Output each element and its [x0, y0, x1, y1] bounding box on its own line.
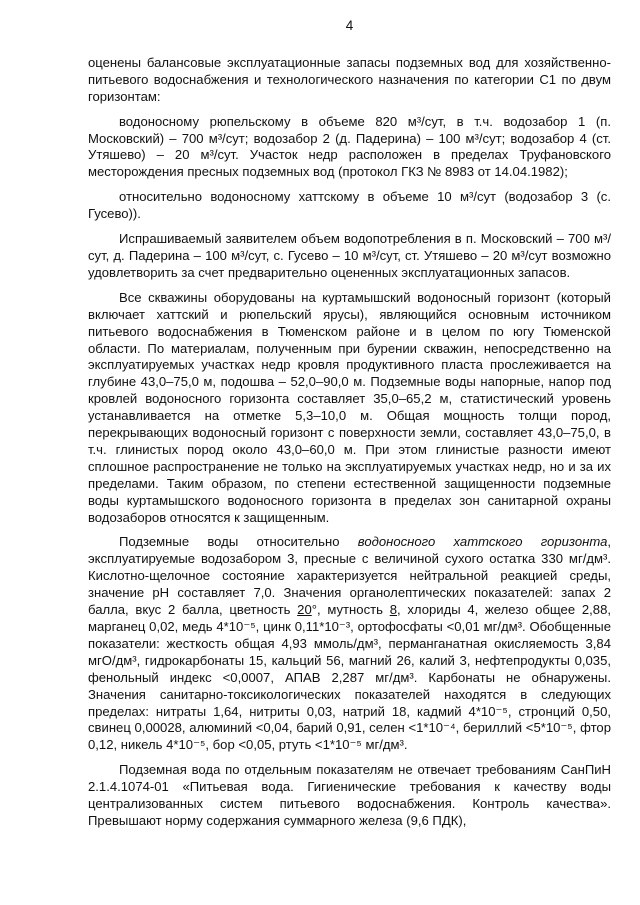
- paragraph: [88, 55, 611, 106]
- paragraph: [88, 231, 611, 282]
- italic-text: водоносного хаттского горизонта: [357, 534, 608, 550]
- paragraph: [88, 114, 611, 182]
- paragraph-text: , хлориды 4, железо общее 2,88, марганец 0,02, медь 4*10⁻⁵, цинк 0,11*10⁻³, ортофосфаты <0,01 мг/дм³. Обобщенные показатели: жесткость общая 4,93 ммоль/дм³, перманганатная окисляемость 3,84 мгО/дм³, гидрокарбонаты 15, кальций 56, магний 26, калий 3, нефтепродукты 0,035, фенольный индекс <0,0007, АПАВ 2,287 мг/дм³. Карбонаты не обнаружены. Значения санитарно-токсикологических показателей находятся в следующих пределах: нитраты 1,64, нитриты 0,03, натрий 18, кадмий 4*10⁻⁵, стронций 0,50, свинец 0,00028, алюминий <0,04, барий 0,91, селен <1*10⁻⁴, бериллий <5*10⁻⁵, фтор 0,12, никель 4*10⁻⁵, бор <0,05, ртуть <1*10⁻⁵ мг/дм³.: [88, 602, 611, 753]
- paragraph: [88, 189, 611, 223]
- paragraph-text: оценены балансовые эксплуатационные запасы подземных вод для хозяйственно-питьевого водоснабжения и технологического назначения по категории С1 по двум горизонтам:: [88, 54, 611, 104]
- paragraph-text: °, мутность: [311, 602, 390, 618]
- paragraph-text: Испрашиваемый заявителем объем водопотребления в п. Московский – 700 м³/сут, д. Падерина – 100 м³/сут, с. Гусево – 10 м³/сут, ст. Утяшево – 20 м³/сут возможно удовлетворить за счет предварительно оцененных эксплуатационных запасов.: [88, 231, 611, 280]
- paragraph-text: Подземная вода по отдельным показателям не отвечает требованиям СанПиН 2.1.4.1074-01 «Питьевая вода. Гигиенические требования к качеству воды централизованных систем питьевого водоснабжения. Контроль качества». Превышают норму содержания суммарного железа (9,6 ПДК),: [88, 762, 611, 828]
- paragraph-text: Все скважины оборудованы на куртамышский водоносный горизонт (который включает хаттский и рюпельский ярусы), являющийся основным источником питьевого водоснабжения в Тюменском районе и в целом по югу Тюменской области. По материалам, полученным при бурении скважин, непосредственно на эксплуатируемых участках недр кровля продуктивного пласта прослеживается на глубине 43,0–75,0 м, подошва – 52,0–90,0 м. Подземные воды напорные, напор под кровлей водоносного горизонта составляет 35,0–65,2 м, статистический уровень устанавливается на отметке 5,3–10,0 м. Общая мощность толщи пород, перекрывающих водоносный горизонт с поверхности земли, составляет 43,0–75,0, в т.ч. глинистых пород около 43,0–60,0 м. При этом глинистые разности имеют сплошное распространение не только на эксплуатируемых участках недр, но и за их пределами. Таким образом, по степени естественной защищенности подземные воды куртамышского водоносного горизонта в пределах зон санитарной охраны водозаборов относятся к защищенным.: [88, 289, 611, 525]
- paragraph: [88, 534, 611, 754]
- underlined-text: 20: [297, 602, 312, 618]
- document-page: [88, 18, 611, 838]
- paragraph-text: водоносному рюпельскому в объеме 820 м³/сут, в т.ч. водозабор 1 (п. Московский) – 700 м³/сут; водозабор 2 (д. Падерина) – 100 м³/сут; водозабор 4 (ст. Утяшево) – 20 м³/сут. Участок недр расположен в пределах Труфановского месторождения пресных подземных вод (протокол ГКЗ № 8983 от 14.04.1982);: [88, 113, 611, 180]
- paragraph-text: Подземные воды относительно: [119, 534, 358, 550]
- paragraph: [88, 762, 611, 830]
- paragraph: [88, 290, 611, 527]
- page-number: 4: [345, 18, 354, 33]
- underlined-text: 8: [389, 602, 397, 618]
- paragraph-text: относительно водоносному хаттскому в объеме 10 м³/сут (водозабор 3 (с. Гусево)).: [88, 189, 611, 222]
- document-body: [88, 55, 611, 830]
- paragraph-text: , эксплуатируемые водозабором 3, пресные с величиной сухого остатка 330 мг/дм³. Кислотно-щелочное состояние характеризуется нейтральной реакцией среды, значение pH составляет 7,0. Значения органолептических показателей: запах 2 балла, вкус 2 балла, цветность: [88, 534, 611, 618]
